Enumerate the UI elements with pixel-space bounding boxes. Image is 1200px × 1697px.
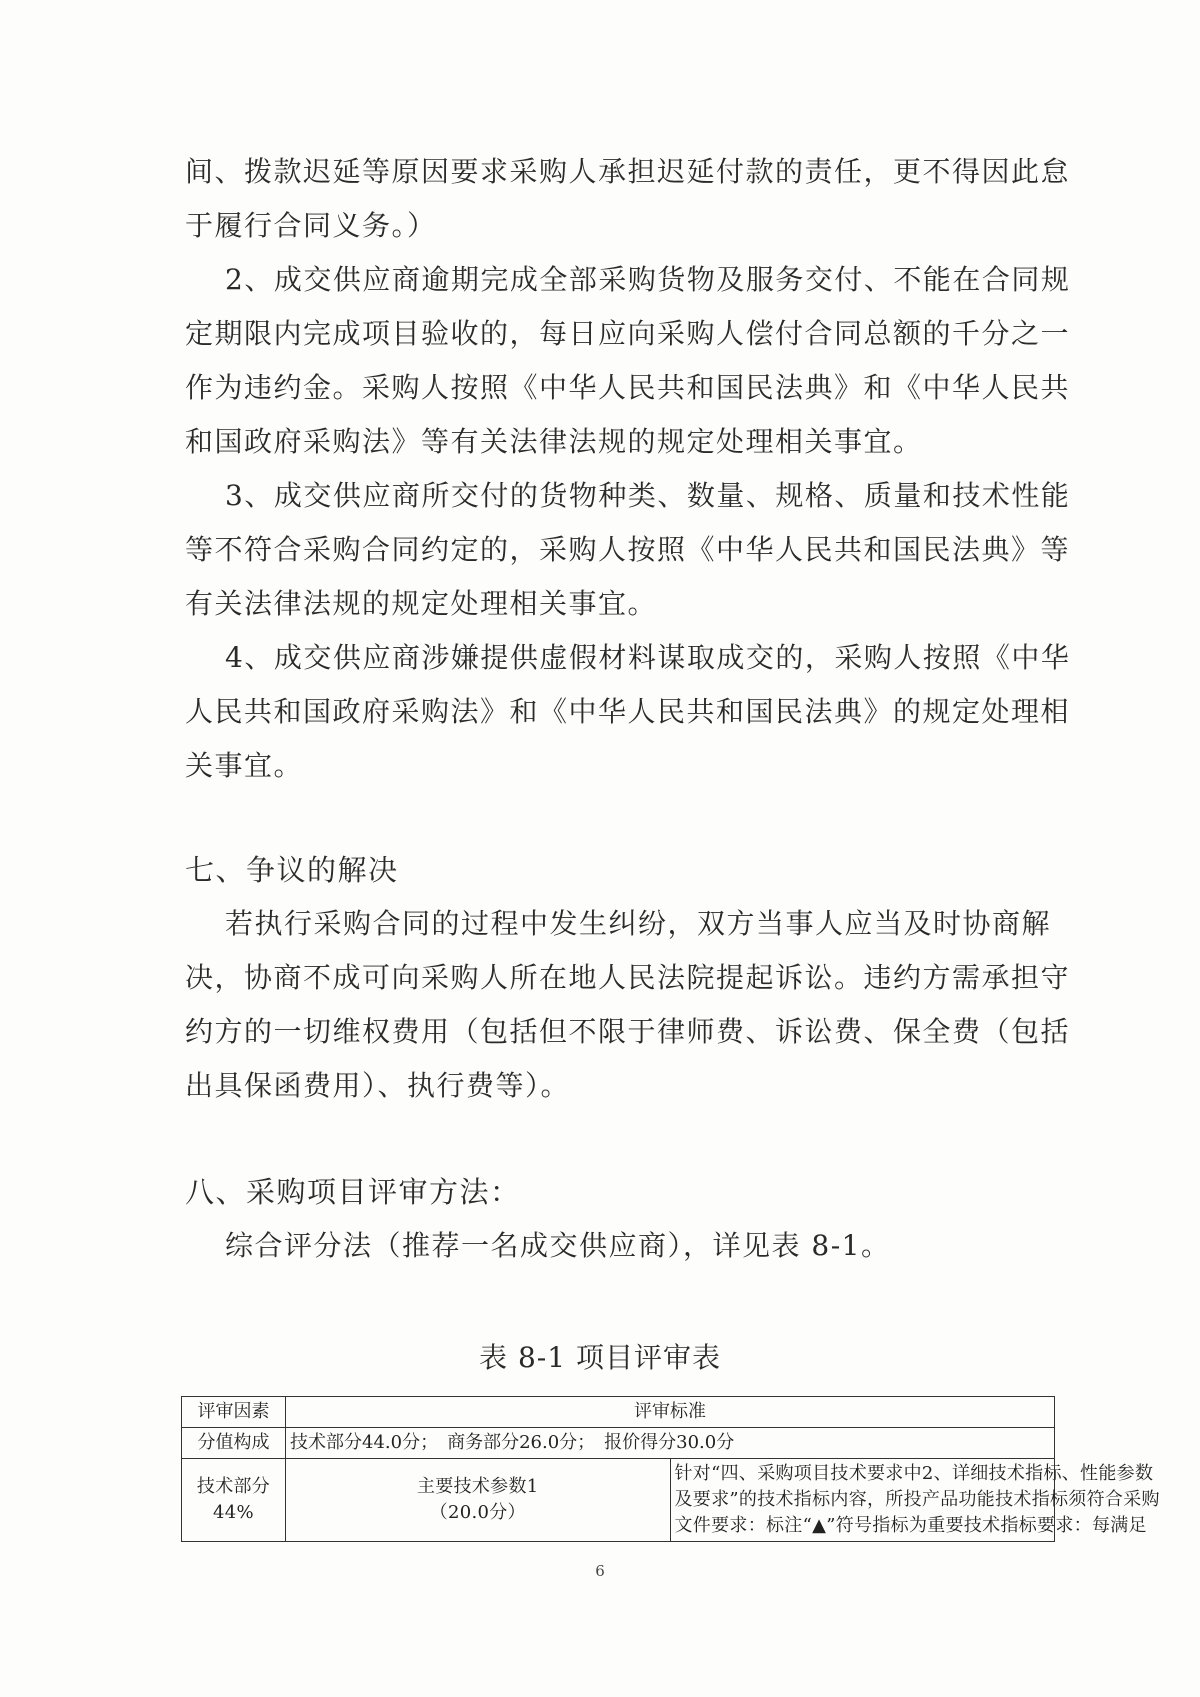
param-desc-cell	[670, 1459, 1160, 1542]
header-cell-standard: 评审标准	[286, 1397, 1055, 1428]
tech-label-cell	[182, 1459, 286, 1542]
paragraph-line: 综合评分法（推荐一名成交供应商），详见表 8-1。	[225, 1229, 891, 1262]
param-label-line: 主要技术参数1	[416, 1476, 539, 1497]
page-number: 6	[595, 1562, 605, 1580]
param-desc-line: 及要求”的技术指标内容，所投产品功能技术指标须符合采购	[674, 1489, 1160, 1510]
paragraph-line: 约方的一切维权费用（包括但不限于律师费、诉讼费、保全费（包括	[185, 1015, 1071, 1048]
tech-label-line: 技术部分	[196, 1476, 271, 1497]
review-table	[181, 1396, 1160, 1542]
table-header-row	[182, 1397, 1055, 1428]
score-label-cell: 分值构成	[182, 1428, 286, 1459]
score-value-cell: 技术部分44.0分； 商务部分26.0分； 报价得分30.0分	[286, 1428, 1055, 1459]
paragraph-line: 作为违约金。采购人按照《中华人民共和国民法典》和《中华人民共	[185, 371, 1071, 404]
paragraph-line: 决，协商不成可向采购人所在地人民法院提起诉讼。违约方需承担守	[185, 961, 1071, 994]
section-heading-dispute: 七、争议的解决	[185, 853, 399, 887]
paragraph-line: 3、成交供应商所交付的货物种类、数量、规格、质量和技术性能	[225, 479, 1071, 512]
paragraph-line: 关事宜。	[185, 749, 304, 782]
header-cell-factor: 评审因素	[182, 1397, 286, 1428]
paragraph-line: 若执行采购合同的过程中发生纠纷，双方当事人应当及时协商解	[225, 907, 1052, 940]
paragraph-line: 2、成交供应商逾期完成全部采购货物及服务交付、不能在合同规	[225, 263, 1071, 296]
param-score-line: （20.0分）	[429, 1502, 526, 1523]
paragraph-line: 人民共和国政府采购法》和《中华人民共和国民法典》的规定处理相	[185, 695, 1071, 728]
table-row	[182, 1459, 1055, 1542]
table-caption: 表 8-1 项目评审表	[479, 1341, 721, 1374]
paragraph-line: 间、拨款迟延等原因要求采购人承担迟延付款的责任，更不得因此怠	[185, 155, 1071, 188]
tech-percent-line: 44%	[213, 1502, 254, 1523]
section-heading-evaluation: 八、采购项目评审方法：	[185, 1175, 521, 1209]
table-row	[182, 1428, 1055, 1459]
param-desc-line: 文件要求：标注“▲”符号指标为重要技术指标要求：每满足	[674, 1515, 1147, 1536]
param-desc-line: 针对“四、采购项目技术要求中2、详细技术指标、性能参数	[674, 1463, 1154, 1484]
paragraph-line: 4、成交供应商涉嫌提供虚假材料谋取成交的，采购人按照《中华	[225, 641, 1071, 674]
paragraph-line: 于履行合同义务。）	[185, 209, 437, 242]
paragraph-line: 有关法律法规的规定处理相关事宜。	[185, 587, 658, 620]
paragraph-line: 和国政府采购法》等有关法律法规的规定处理相关事宜。	[185, 425, 923, 458]
param-label-cell	[286, 1459, 671, 1542]
paragraph-line: 定期限内完成项目验收的，每日应向采购人偿付合同总额的千分之一	[185, 317, 1071, 350]
paragraph-line: 出具保函费用）、执行费等）。	[185, 1069, 571, 1102]
paragraph-line: 等不符合采购合同约定的，采购人按照《中华人民共和国民法典》等	[185, 533, 1071, 566]
